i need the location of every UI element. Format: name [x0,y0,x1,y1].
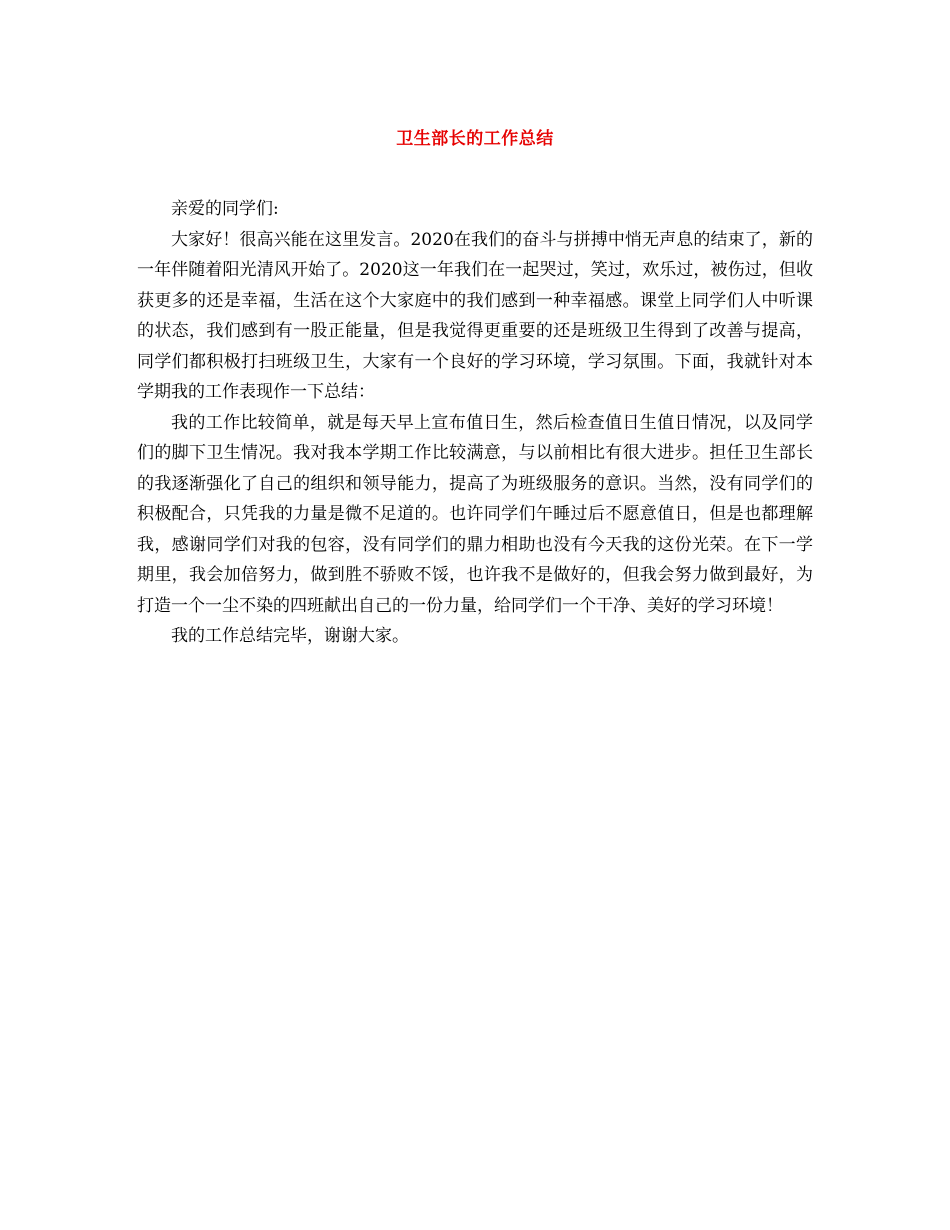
document-body [137,194,813,652]
salutation: 亲爱的同学们: [171,199,279,219]
paragraph-closing: 我的工作总结完毕，谢谢大家。 [171,626,409,646]
document-title: 卫生部长的工作总结 [396,129,554,149]
paragraph-greeting: 大家好！很高兴能在这里发言。2020在我们的奋斗与拼搏中悄无声息的结束了，新的一年伴随着阳光清风开始了。2020这一年我们在一起哭过，笑过，欢乐过，被伤过，但收获更多的还是幸福，生活在这个大家庭中的我们感到一种幸福感。课堂上同学们人中听课的状态，我们感到有一股正能量，但是我觉得更重要的还是班级卫生得到了改善与提高，同学们都积极打扫班级卫生，大家有一个良好的学习环境，学习氛围。下面，我就针对本学期我的工作表现作一下总结： [137,229,813,402]
paragraph-work-summary: 我的工作比较简单，就是每天早上宣布值日生，然后检查值日生值日情况，以及同学们的脚下卫生情况。我对我本学期工作比较满意，与以前相比有很大进步。担任卫生部长的我逐渐强化了自己的组织和领导能力，提高了为班级服务的意识。当然，没有同学们的积极配合，只凭我的力量是微不足道的。也许同学们午睡过后不愿意值日，但是也都理解我，感谢同学们对我的包容，没有同学们的鼎力相助也没有今天我的这份光荣。在下一学期里，我会加倍努力，做到胜不骄败不馁，也许我不是做好的，但我会努力做到最好，为打造一个一尘不染的四班献出自己的一份力量，给同学们一个干净、美好的学习环境！ [137,412,813,616]
